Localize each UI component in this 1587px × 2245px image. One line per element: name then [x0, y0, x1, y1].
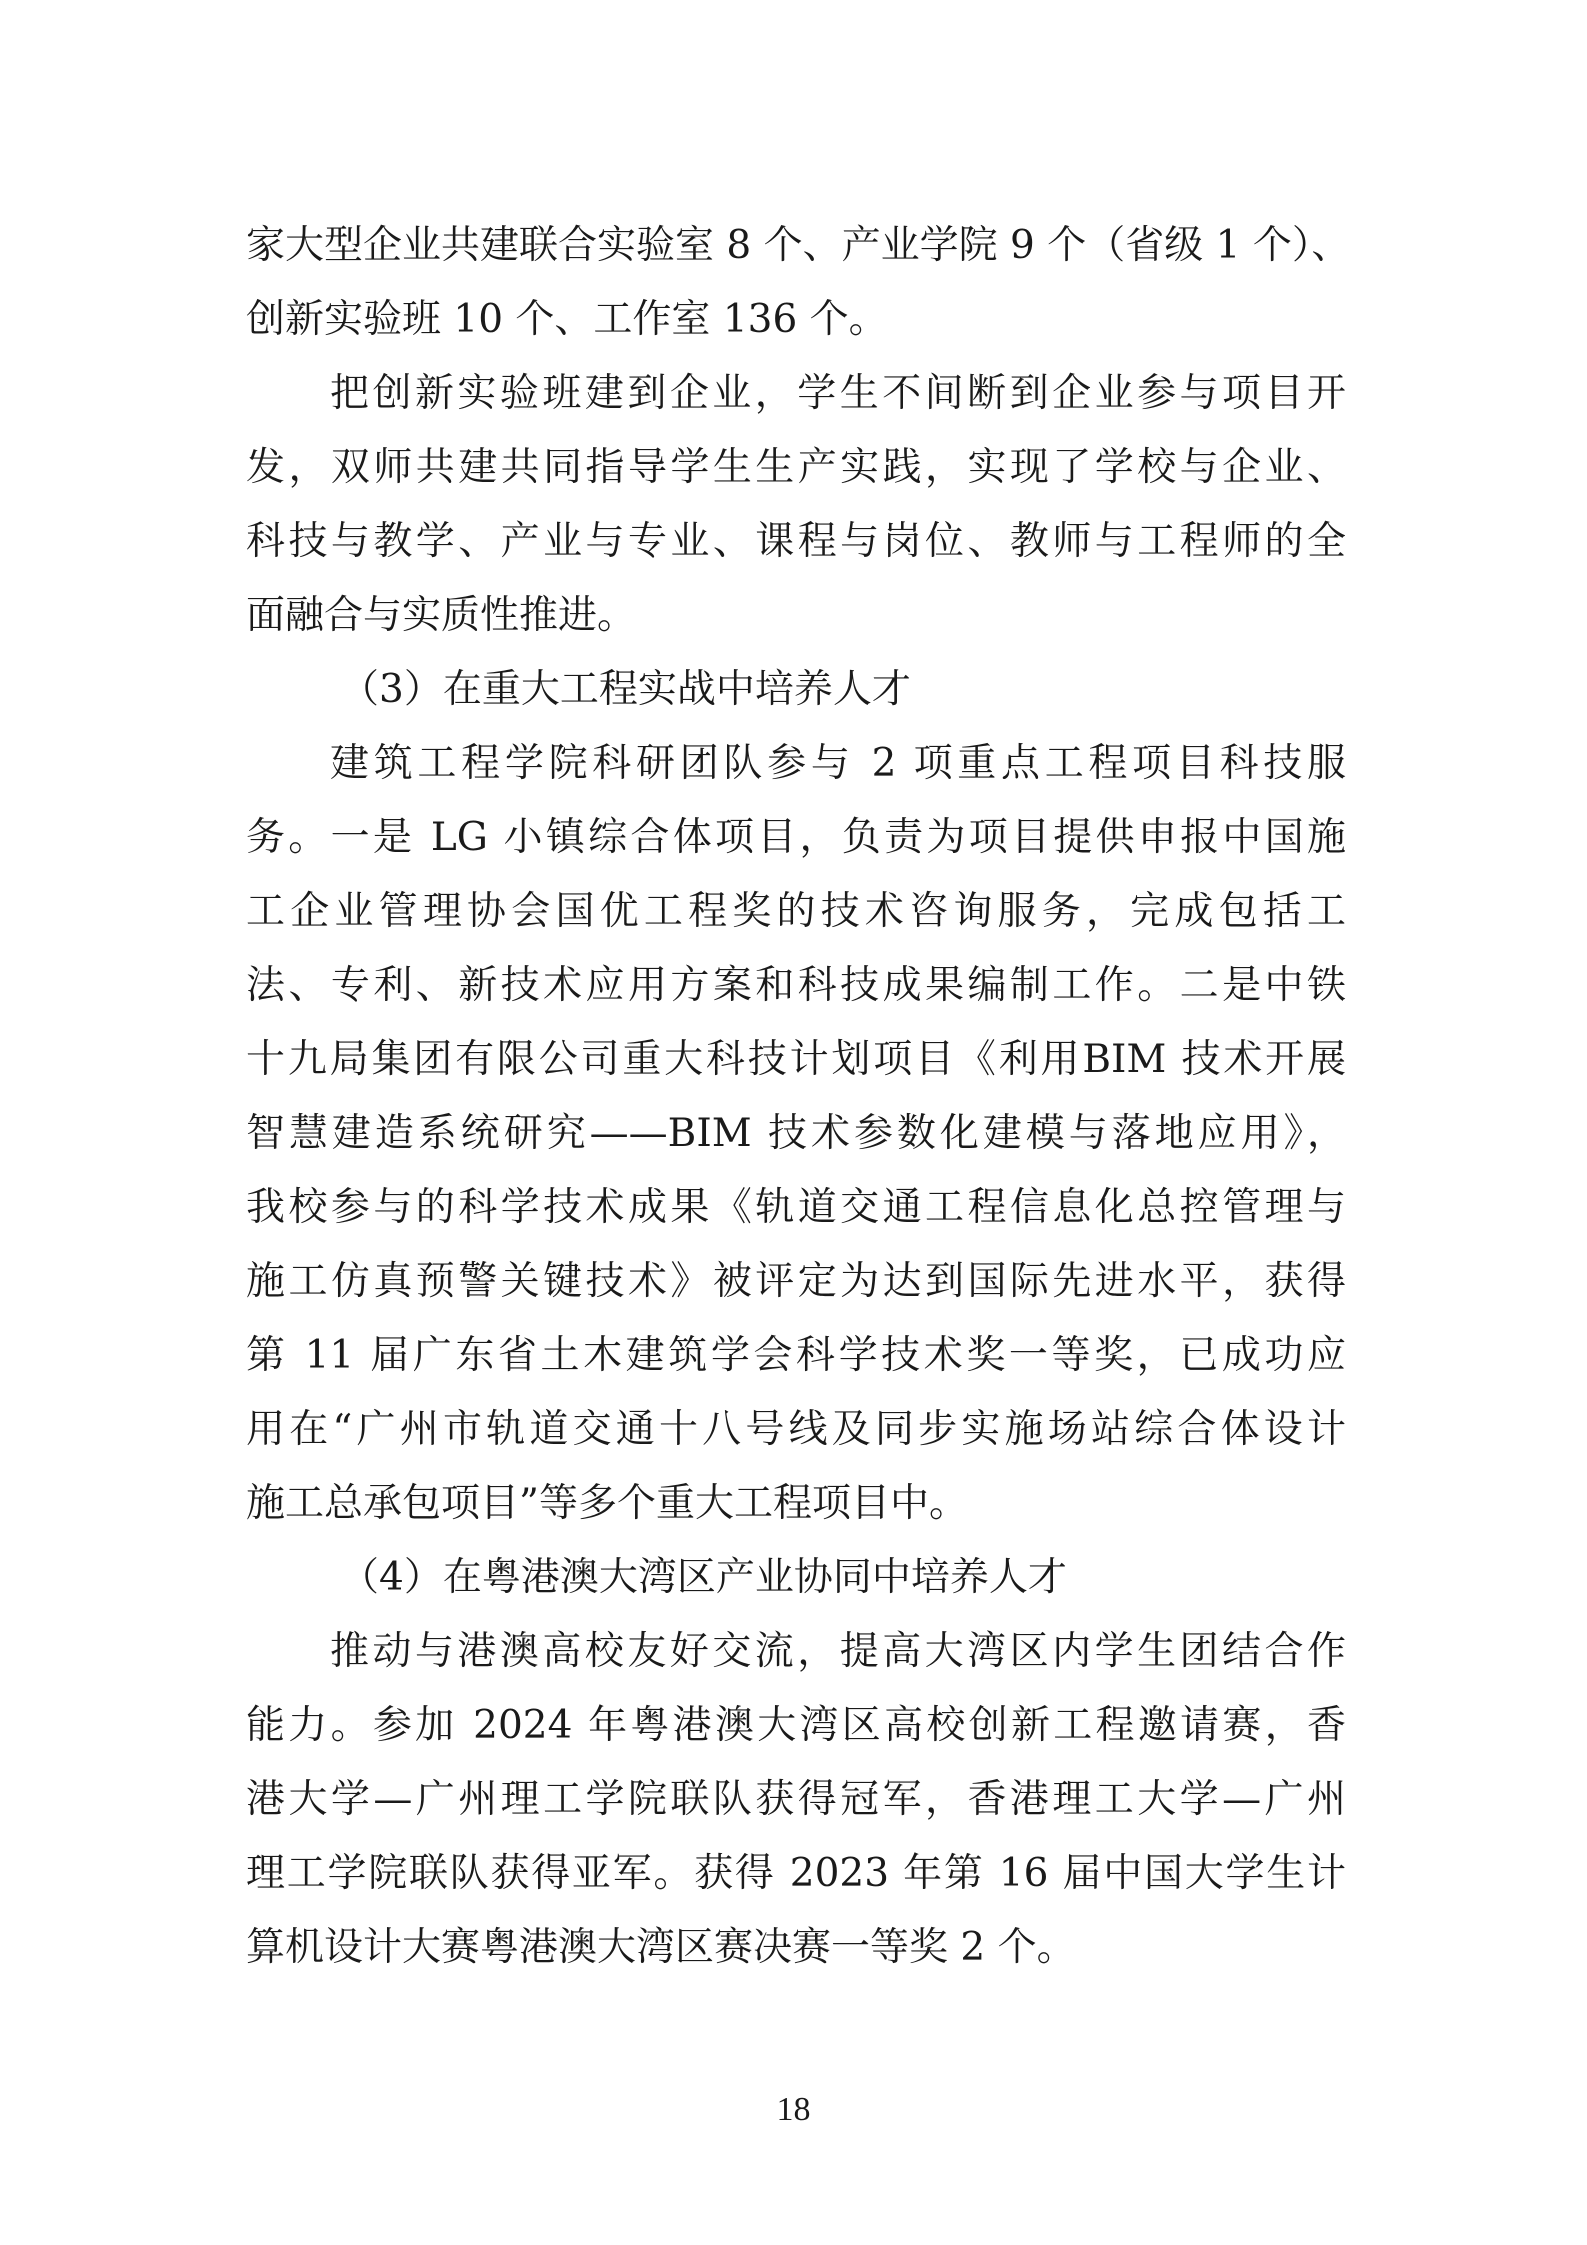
paragraph-2-line-1: 把创新实验班建到企业，学生不间断到企业参与项目开	[330, 371, 1346, 416]
section-heading-4: （4）在粤港澳大湾区产业协同中培养人才	[340, 1555, 1067, 1600]
paragraph-2-line-3: 科技与教学、产业与专业、课程与岗位、教师与工程师的全	[246, 519, 1346, 564]
paragraph-3-line-1: 建筑工程学院科研团队参与 2 项重点工程项目科技服	[330, 741, 1346, 786]
paragraph-3-line-11: 施工总承包项目”等多个重大工程项目中。	[246, 1481, 968, 1526]
paragraph-3-line-5: 十九局集团有限公司重大科技计划项目《利用BIM 技术开展	[246, 1037, 1346, 1082]
paragraph-3-line-6: 智慧建造系统研究——BIM 技术参数化建模与落地应用》，	[246, 1111, 1346, 1156]
paragraph-3-line-4: 法、专利、新技术应用方案和科技成果编制工作。二是中铁	[246, 963, 1346, 1008]
page-number: 18	[776, 2091, 811, 2128]
paragraph-2-line-4: 面融合与实质性推进。	[246, 593, 637, 638]
paragraph-4-line-5: 算机设计大赛粤港澳大湾区赛决赛一等奖 2 个。	[246, 1925, 1076, 1970]
section-heading-3: （3）在重大工程实战中培养人才	[340, 667, 911, 712]
paragraph-3-line-2: 务。一是 LG 小镇综合体项目，负责为项目提供申报中国施	[246, 815, 1346, 860]
paragraph-4-line-1: 推动与港澳高校友好交流，提高大湾区内学生团结合作	[330, 1629, 1346, 1674]
paragraph-3-line-8: 施工仿真预警关键技术》被评定为达到国际先进水平，获得	[246, 1259, 1346, 1304]
paragraph-3-line-7: 我校参与的科学技术成果《轨道交通工程信息化总控管理与	[246, 1185, 1346, 1230]
paragraph-4-line-2: 能力。参加 2024 年粤港澳大湾区高校创新工程邀请赛，香	[246, 1703, 1346, 1748]
paragraph-1-line-2: 创新实验班 10 个、工作室 136 个。	[246, 297, 888, 342]
paragraph-2-line-2: 发，双师共建共同指导学生生产实践，实现了学校与企业、	[246, 445, 1346, 490]
paragraph-3-line-3: 工企业管理协会国优工程奖的技术咨询服务，完成包括工	[246, 889, 1346, 934]
paragraph-4-line-4: 理工学院联队获得亚军。获得 2023 年第 16 届中国大学生计	[246, 1851, 1346, 1896]
paragraph-1-line-1: 家大型企业共建联合实验室 8 个、产业学院 9 个（省级 1 个）、	[246, 223, 1351, 268]
paragraph-3-line-9: 第 11 届广东省土木建筑学会科学技术奖一等奖，已成功应	[246, 1333, 1346, 1378]
paragraph-3-line-10: 用在“广州市轨道交通十八号线及同步实施场站综合体设计	[246, 1407, 1346, 1452]
paragraph-4-line-3: 港大学—广州理工学院联队获得冠军，香港理工大学—广州	[246, 1777, 1346, 1822]
